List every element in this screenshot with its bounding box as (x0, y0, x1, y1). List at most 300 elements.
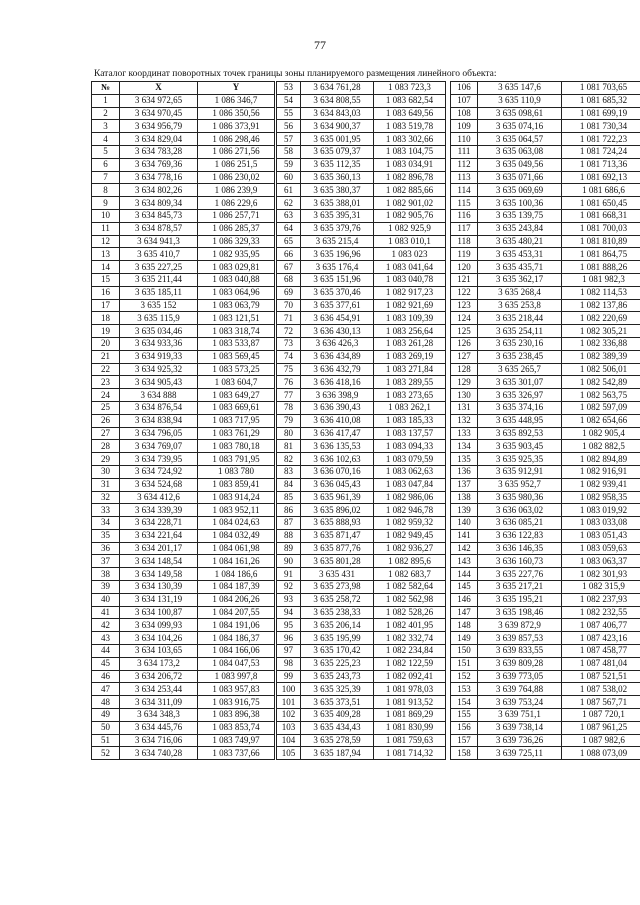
table-body-part-1 (92, 94, 275, 759)
cell-y: 1 081 730,34 (562, 120, 640, 133)
cell-x: 3 634 769,36 (120, 158, 198, 171)
cell-y: 1 081 650,45 (562, 197, 640, 210)
cell-y: 1 083 569,45 (198, 350, 275, 363)
cell-x: 3 636 160,73 (478, 555, 562, 568)
cell-number: 41 (92, 606, 120, 619)
table-row (451, 517, 640, 530)
table-row (277, 632, 446, 645)
cell-number: 54 (277, 94, 301, 107)
cell-number: 147 (451, 606, 478, 619)
cell-y: 1 082 939,41 (562, 478, 640, 491)
table-row (277, 568, 446, 581)
table-row (277, 721, 446, 734)
cell-number: 15 (92, 273, 120, 286)
table-row (277, 235, 446, 248)
cell-number: 49 (92, 709, 120, 722)
cell-x: 3 634 445,76 (120, 721, 198, 734)
cell-y: 1 082 958,35 (562, 491, 640, 504)
cell-y: 1 081 759,63 (374, 734, 446, 747)
cell-x: 3 634 925,32 (120, 363, 198, 376)
cell-number: 45 (92, 657, 120, 670)
table-row (451, 696, 640, 709)
cell-y: 1 083 104,75 (374, 145, 446, 158)
cell-number: 98 (277, 657, 301, 670)
cell-number: 157 (451, 734, 478, 747)
cell-number: 107 (451, 94, 478, 107)
cell-number: 102 (277, 709, 301, 722)
table-row (451, 82, 640, 95)
table-row (451, 619, 640, 632)
table-row (451, 555, 640, 568)
cell-y: 1 086 229,6 (198, 197, 275, 210)
table-row (277, 222, 446, 235)
table-row (92, 312, 275, 325)
cell-x: 3 635 373,51 (301, 696, 374, 709)
cell-x: 3 635 326,97 (478, 389, 562, 402)
table-row (92, 734, 275, 747)
table-row (277, 312, 446, 325)
cell-y: 1 082 563,75 (562, 389, 640, 402)
table-row (92, 453, 275, 466)
cell-number: 93 (277, 593, 301, 606)
cell-number: 130 (451, 389, 478, 402)
table-row (92, 107, 275, 120)
cell-x: 3 635 395,31 (301, 209, 374, 222)
cell-y: 1 083 957,83 (198, 683, 275, 696)
table-row (92, 248, 275, 261)
cell-number: 133 (451, 427, 478, 440)
table-row (277, 299, 446, 312)
cell-y: 1 083 059,63 (562, 542, 640, 555)
cell-x: 3 635 115,9 (120, 312, 198, 325)
cell-number: 152 (451, 670, 478, 683)
cell-x: 3 635 063,08 (478, 145, 562, 158)
table-row (451, 363, 640, 376)
cell-x: 3 634 348,3 (120, 709, 198, 722)
cell-number: 46 (92, 670, 120, 683)
cell-number: 88 (277, 529, 301, 542)
table-row (277, 517, 446, 530)
table-row (92, 645, 275, 658)
cell-y: 1 082 562,98 (374, 593, 446, 606)
cell-number: 142 (451, 542, 478, 555)
cell-y: 1 081 685,32 (562, 94, 640, 107)
table-row (92, 478, 275, 491)
table-row (277, 465, 446, 478)
cell-number: 16 (92, 286, 120, 299)
cell-x: 3 634 206,72 (120, 670, 198, 683)
cell-y: 1 081 864,75 (562, 248, 640, 261)
cell-x: 3 635 238,45 (478, 350, 562, 363)
cell-x: 3 636 146,35 (478, 542, 562, 555)
cell-y: 1 087 982,6 (562, 734, 640, 747)
cell-number: 63 (277, 209, 301, 222)
cell-number: 114 (451, 184, 478, 197)
table-row (277, 197, 446, 210)
cell-y: 1 081 810,89 (562, 235, 640, 248)
cell-x: 3 634 888 (120, 389, 198, 402)
table-row (277, 337, 446, 350)
cell-number: 131 (451, 401, 478, 414)
cell-y: 1 083 079,59 (374, 453, 446, 466)
cell-number: 92 (277, 581, 301, 594)
table-row (451, 657, 640, 670)
cell-y: 1 083 896,38 (198, 709, 275, 722)
cell-number: 128 (451, 363, 478, 376)
cell-x: 3 635 034,46 (120, 325, 198, 338)
cell-x: 3 636 430,13 (301, 325, 374, 338)
cell-y: 1 082 896,78 (374, 171, 446, 184)
cell-x: 3 635 187,94 (301, 747, 374, 760)
table-row (451, 235, 640, 248)
cell-number: 110 (451, 133, 478, 146)
cell-number: 116 (451, 209, 478, 222)
cell-y: 1 083 604,7 (198, 376, 275, 389)
cell-number: 65 (277, 235, 301, 248)
table-row (277, 504, 446, 517)
cell-y: 1 082 683,7 (374, 568, 446, 581)
table-row (92, 542, 275, 555)
cell-x: 3 636 045,43 (301, 478, 374, 491)
table-row (451, 440, 640, 453)
cell-number: 73 (277, 337, 301, 350)
cell-x: 3 635 925,35 (478, 453, 562, 466)
cell-number: 82 (277, 453, 301, 466)
cell-number: 26 (92, 414, 120, 427)
cell-number: 84 (277, 478, 301, 491)
cell-number: 94 (277, 606, 301, 619)
table-row (451, 401, 640, 414)
cell-x: 3 635 071,66 (478, 171, 562, 184)
cell-x: 3 634 829,04 (120, 133, 198, 146)
table-row (92, 670, 275, 683)
cell-x: 3 634 761,28 (301, 82, 374, 95)
cell-x: 3 636 063,02 (478, 504, 562, 517)
cell-y: 1 082 401,95 (374, 619, 446, 632)
cell-x: 3 635 198,46 (478, 606, 562, 619)
cell-x: 3 634 876,54 (120, 401, 198, 414)
table-row (92, 158, 275, 171)
cell-number: 69 (277, 286, 301, 299)
table-row (451, 145, 640, 158)
table-row (277, 645, 446, 658)
table-row (277, 350, 446, 363)
cell-y: 1 084 032,49 (198, 529, 275, 542)
cell-number: 145 (451, 581, 478, 594)
cell-y: 1 082 234,84 (374, 645, 446, 658)
cell-number: 135 (451, 453, 478, 466)
cell-y: 1 086 257,71 (198, 209, 275, 222)
cell-y: 1 083 780,18 (198, 440, 275, 453)
table-row (451, 593, 640, 606)
cell-y: 1 084 187,39 (198, 581, 275, 594)
coordinates-table-part-1 (91, 81, 275, 760)
coordinates-table-part-2 (276, 81, 446, 760)
cell-x: 3 635 374,16 (478, 401, 562, 414)
cell-x: 3 635 254,11 (478, 325, 562, 338)
cell-number: 18 (92, 312, 120, 325)
cell-number: 19 (92, 325, 120, 338)
cell-number: 83 (277, 465, 301, 478)
table-row (277, 529, 446, 542)
cell-y: 1 083 051,43 (562, 529, 640, 542)
cell-x: 3 634 972,65 (120, 94, 198, 107)
cell-x: 3 636 398,9 (301, 389, 374, 402)
cell-y: 1 083 519,78 (374, 120, 446, 133)
cell-number: 57 (277, 133, 301, 146)
cell-number: 143 (451, 555, 478, 568)
cell-y: 1 083 997,8 (198, 670, 275, 683)
cell-number: 3 (92, 120, 120, 133)
cell-number: 155 (451, 709, 478, 722)
cell-number: 101 (277, 696, 301, 709)
cell-number: 21 (92, 350, 120, 363)
table-row (277, 427, 446, 440)
table-row (451, 427, 640, 440)
cell-x: 3 635 896,02 (301, 504, 374, 517)
table-header-row (92, 82, 275, 95)
cell-x: 3 634 739,95 (120, 453, 198, 466)
cell-number: 139 (451, 504, 478, 517)
cell-number: 23 (92, 376, 120, 389)
table-row (277, 401, 446, 414)
table-row (277, 581, 446, 594)
cell-x: 3 635 265,7 (478, 363, 562, 376)
cell-x: 3 634 843,03 (301, 107, 374, 120)
table-row (451, 107, 640, 120)
table-row (451, 376, 640, 389)
cell-number: 74 (277, 350, 301, 363)
cell-y: 1 083 094,33 (374, 440, 446, 453)
cell-y: 1 087 720,1 (562, 709, 640, 722)
cell-x: 3 635 196,96 (301, 248, 374, 261)
cell-x: 3 634 802,26 (120, 184, 198, 197)
cell-x: 3 639 833,55 (478, 645, 562, 658)
table-row (451, 491, 640, 504)
cell-number: 22 (92, 363, 120, 376)
table-row (92, 581, 275, 594)
cell-y: 1 083 271,84 (374, 363, 446, 376)
cell-number: 33 (92, 504, 120, 517)
cell-y: 1 082 905,4 (562, 427, 640, 440)
cell-y: 1 081 699,19 (562, 107, 640, 120)
table-row (92, 568, 275, 581)
cell-number: 97 (277, 645, 301, 658)
table-body-part-2 (277, 82, 446, 760)
cell-number: 10 (92, 209, 120, 222)
table-row (92, 273, 275, 286)
cell-number: 62 (277, 197, 301, 210)
cell-number: 105 (277, 747, 301, 760)
cell-number: 52 (92, 747, 120, 760)
table-row (277, 709, 446, 722)
table-row (92, 133, 275, 146)
cell-number: 14 (92, 261, 120, 274)
table-row (92, 94, 275, 107)
cell-y: 1 087 458,77 (562, 645, 640, 658)
table-row (451, 197, 640, 210)
cell-y: 1 087 406,77 (562, 619, 640, 632)
table-row (277, 747, 446, 760)
cell-y: 1 084 206,26 (198, 593, 275, 606)
cell-x: 3 635 912,91 (478, 465, 562, 478)
cell-x: 3 634 905,43 (120, 376, 198, 389)
cell-x: 3 635 218,44 (478, 312, 562, 325)
table-row (92, 184, 275, 197)
cell-number: 12 (92, 235, 120, 248)
cell-x: 3 634 970,45 (120, 107, 198, 120)
table-row (277, 145, 446, 158)
cell-number: 39 (92, 581, 120, 594)
table-row (451, 683, 640, 696)
cell-y: 1 082 336,88 (562, 337, 640, 350)
table-row (92, 683, 275, 696)
cell-number: 44 (92, 645, 120, 658)
cell-y: 1 082 582,64 (374, 581, 446, 594)
cell-x: 3 634 524,68 (120, 478, 198, 491)
cell-y: 1 082 917,23 (374, 286, 446, 299)
cell-y: 1 083 063,37 (562, 555, 640, 568)
cell-y: 1 081 982,3 (562, 273, 640, 286)
cell-number: 76 (277, 376, 301, 389)
header-y: Y (198, 82, 275, 95)
cell-x: 3 635 301,07 (478, 376, 562, 389)
cell-number: 68 (277, 273, 301, 286)
cell-y: 1 088 073,09 (562, 747, 640, 760)
cell-x: 3 635 903,45 (478, 440, 562, 453)
cell-y: 1 081 722,23 (562, 133, 640, 146)
cell-x: 3 635 147,6 (478, 82, 562, 95)
cell-y: 1 084 161,26 (198, 555, 275, 568)
table-row (92, 120, 275, 133)
cell-number: 42 (92, 619, 120, 632)
cell-number: 6 (92, 158, 120, 171)
cell-y: 1 083 302,66 (374, 133, 446, 146)
cell-x: 3 635 074,16 (478, 120, 562, 133)
cell-y: 1 084 166,06 (198, 645, 275, 658)
cell-x: 3 634 838,94 (120, 414, 198, 427)
cell-y: 1 083 533,87 (198, 337, 275, 350)
cell-y: 1 084 024,63 (198, 517, 275, 530)
cell-x: 3 636 122,83 (478, 529, 562, 542)
cell-y: 1 083 109,39 (374, 312, 446, 325)
cell-x: 3 634 221,64 (120, 529, 198, 542)
table-row (451, 286, 640, 299)
cell-y: 1 086 329,33 (198, 235, 275, 248)
cell-y: 1 083 749,97 (198, 734, 275, 747)
table-row (451, 670, 640, 683)
cell-y: 1 082 895,6 (374, 555, 446, 568)
cell-y: 1 083 062,63 (374, 465, 446, 478)
cell-y: 1 083 289,55 (374, 376, 446, 389)
cell-y: 1 081 692,13 (562, 171, 640, 184)
cell-y: 1 087 538,02 (562, 683, 640, 696)
cell-x: 3 634 956,79 (120, 120, 198, 133)
page-number: 77 (314, 38, 326, 52)
cell-y: 1 081 869,29 (374, 709, 446, 722)
cell-number: 99 (277, 670, 301, 683)
table-row (451, 465, 640, 478)
cell-number: 56 (277, 120, 301, 133)
table-row (451, 542, 640, 555)
cell-x: 3 635 049,56 (478, 158, 562, 171)
cell-number: 5 (92, 145, 120, 158)
cell-number: 28 (92, 440, 120, 453)
table-row (277, 363, 446, 376)
table-row (277, 670, 446, 683)
table-row (451, 721, 640, 734)
cell-number: 118 (451, 235, 478, 248)
cell-number: 48 (92, 696, 120, 709)
cell-x: 3 634 900,37 (301, 120, 374, 133)
cell-x: 3 635 112,35 (301, 158, 374, 171)
cell-x: 3 635 176,4 (301, 261, 374, 274)
cell-x: 3 634 099,93 (120, 619, 198, 632)
cell-y: 1 081 714,32 (374, 747, 446, 760)
cell-x: 3 635 211,44 (120, 273, 198, 286)
cell-x: 3 635 079,37 (301, 145, 374, 158)
cell-number: 87 (277, 517, 301, 530)
cell-x: 3 634 104,26 (120, 632, 198, 645)
table-row (92, 209, 275, 222)
cell-y: 1 082 237,93 (562, 593, 640, 606)
table-row (277, 440, 446, 453)
table-row (451, 158, 640, 171)
cell-x: 3 636 390,43 (301, 401, 374, 414)
cell-number: 117 (451, 222, 478, 235)
cell-number: 90 (277, 555, 301, 568)
cell-x: 3 639 809,28 (478, 657, 562, 670)
cell-number: 4 (92, 133, 120, 146)
table-row (277, 107, 446, 120)
cell-y: 1 087 961,25 (562, 721, 640, 734)
cell-y: 1 086 285,37 (198, 222, 275, 235)
cell-number: 1 (92, 94, 120, 107)
cell-number: 132 (451, 414, 478, 427)
cell-y: 1 082 894,89 (562, 453, 640, 466)
table-row (92, 440, 275, 453)
cell-x: 3 634 173,2 (120, 657, 198, 670)
table-row (277, 158, 446, 171)
table-row (451, 312, 640, 325)
cell-x: 3 634 933,36 (120, 337, 198, 350)
cell-y: 1 082 305,21 (562, 325, 640, 338)
cell-number: 80 (277, 427, 301, 440)
cell-number: 111 (451, 145, 478, 158)
cell-x: 3 635 877,76 (301, 542, 374, 555)
cell-x: 3 635 152 (120, 299, 198, 312)
cell-x: 3 635 431 (301, 568, 374, 581)
cell-x: 3 635 278,59 (301, 734, 374, 747)
cell-number: 146 (451, 593, 478, 606)
table-row (92, 709, 275, 722)
table-row (277, 248, 446, 261)
cell-x: 3 636 426,3 (301, 337, 374, 350)
cell-x: 3 635 110,9 (478, 94, 562, 107)
cell-number: 67 (277, 261, 301, 274)
cell-number: 8 (92, 184, 120, 197)
cell-number: 121 (451, 273, 478, 286)
cell-x: 3 636 135,53 (301, 440, 374, 453)
cell-y: 1 083 029,81 (198, 261, 275, 274)
table-row (451, 709, 640, 722)
table-row (277, 414, 446, 427)
cell-x: 3 634 716,06 (120, 734, 198, 747)
cell-y: 1 083 269,19 (374, 350, 446, 363)
table-row (451, 632, 640, 645)
cell-y: 1 082 949,45 (374, 529, 446, 542)
cell-x: 3 639 736,26 (478, 734, 562, 747)
